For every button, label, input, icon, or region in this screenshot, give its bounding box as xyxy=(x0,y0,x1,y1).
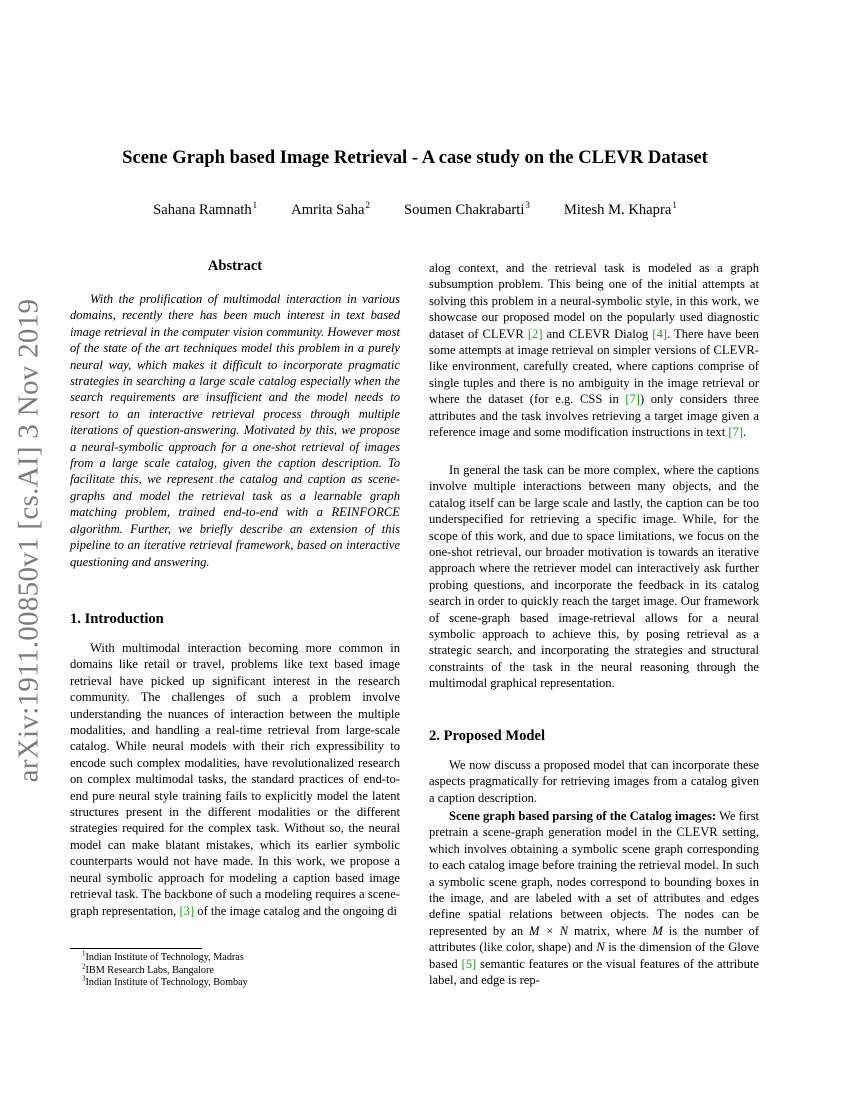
intro-text: alog context, and the retrieval task is modeled as a graph subsumption problem. This being one of the initial attempts at solving this problem in a neural-symbolic style, in this work, we showcase our proposed model on the popularly used diagnostic dataset of CLEVR xyxy=(429,261,759,341)
author xyxy=(404,202,530,219)
body-text: matrix, where xyxy=(568,923,653,938)
footnote-mark: 3 xyxy=(82,974,86,983)
body-text: is the number of attributes (like color, shape) and xyxy=(429,923,760,955)
footnote-text: IBM Research Labs, Bangalore xyxy=(85,964,214,976)
footnote xyxy=(70,974,400,990)
arxiv-identifier: arXiv:1911.00850v1 [cs.AI] 3 Nov 2019 xyxy=(12,298,45,782)
math-expression: M xyxy=(652,923,663,938)
author-name: Amrita Saha xyxy=(291,202,365,218)
proposed-model-paragraph-1: We now discuss a proposed model that can incorporate these aspects pragmatically for retrieving images from a catalog given a caption description. xyxy=(429,758,759,805)
body-text: is the dimension of the Glove based xyxy=(429,940,759,971)
footnote-text: Indian Institute of Technology, Madras xyxy=(85,952,244,963)
math-expression: N xyxy=(596,940,605,955)
intro-text: With multimodal interaction becoming more common in domains like retail or travel, problems like text based image retrieval have picked up significant interest in the research community. The challenges of such a problem involve understanding the nuances of interaction between the multiple modalities, and handling a real-time retrieval from large-scale catalog. While neural models with their rich expressibility to encode such complex modalities, have revolutionalized research on complex multimodal tasks, the standard practices of end-to-end pure neural style training fails to explicitly model the latent structures present in the different modalities or the different strategies required for the complex task. Without so, the neural model can make blatant mistakes, which its earlier symbolic counterparts would not have made. In this work, we propose a neural symbolic approach for modeling a caption based image retrieval task. The backbone of such a modeling requires a scene-graph representation, xyxy=(70,641,400,918)
author xyxy=(153,202,257,219)
proposed-model-heading: 2. Proposed Model xyxy=(429,728,546,744)
footnote-mark: 1 xyxy=(82,949,86,958)
intro-paragraph-2: In general the task can be more complex, where the captions involve multiple interactions between many objects, and the catalog itself can be large scale and lastly, the caption can be too underspecified for retrieving a specific image. While, for the scope of this work, and due to space limitations, we focus on the one-shot retrieval, our broader motivation is towards an iterative approach where the retriever model can interactively ask further probing questions, and incorporate the feedback in its catalog search in order to quickly reach the target image. Our framework of scene-graph based image-retrieval allows for a neural symbolic approach to achieve this, by posing retrieval as a strategic search, and incorporating the strategies and structural constraints of the task in the neural reasoning through the multimodal graphical representation. xyxy=(429,463,759,691)
intro-text: . There have been some attempts at image retrieval on simpler versions of CLEVR-like environment, carefully created, where captions comprise of single tuples and there is no ambiguity in the image retrieval or where the dataset (for e.g. CSS in xyxy=(429,326,759,407)
author-affiliation-mark: 1 xyxy=(252,200,258,211)
footnotes xyxy=(70,949,400,990)
body-text: semantic features or the visual features of the attribute label, and edge is rep- xyxy=(429,956,759,988)
abstract-text: With the prolification of multimodal interaction in various domains, recently there has been much interest in text based image retrieval in the computer vision community. However most of the state of the art techniques model this problem in a purely neural way, which makes it difficult to incorporate pragmatic strategies in searching a large scale catalog especially when the search requirements are insufficient and the model needs to resort to an interactive retrieval process through multiple iterations of question-answering. Motivated by this, we propose a neural-symbolic approach for a one-shot retrieval of images from a large scale catalog, given the caption description. To facilitate this, we represent the catalog and caption as scene-graphs and model the retrieval task as a learnable graph matching problem, trained end-to-end with a REINFORCE algorithm. Further, we briefly describe an extension of this pipeline to an iterative retrieval framework, based on interactive questioning and answering. xyxy=(70,292,400,569)
author-name: Soumen Chakrabarti xyxy=(404,202,525,218)
math-expression: M × N xyxy=(529,923,569,938)
citation-link[interactable]: [2] xyxy=(527,326,543,341)
citation-link[interactable]: [7] xyxy=(728,425,744,440)
author-list xyxy=(70,202,760,219)
author-affiliation-mark: 1 xyxy=(672,200,677,211)
intro-paragraph-1-continued xyxy=(429,260,759,440)
abstract-heading: Abstract xyxy=(207,258,263,274)
intro-text: and CLEVR Dialog xyxy=(542,326,653,341)
author-affiliation-mark: 3 xyxy=(525,200,530,211)
footnote xyxy=(70,962,400,978)
author xyxy=(564,202,677,219)
author-name: Mitesh M. Khapra xyxy=(563,202,672,218)
body-text: We first pretrain a scene-graph generation model in the CLEVR setting, which involves obtaining a symbolic scene graph corresponding to each catalog image before training the retrieval model. In such a symbolic scene graph, nodes correspond to bounding boxes in the image, and are labeled with a set of attributes and edges define spatial relations between objects. The nodes can be represented by an xyxy=(429,809,760,938)
citation-link[interactable]: [5] xyxy=(461,956,477,971)
intro-text: of the image catalog and the ongoing di xyxy=(194,903,397,918)
paper-title: Scene Graph based Image Retrieval - A case study on the CLEVR Dataset xyxy=(122,147,708,168)
proposed-model-paragraph-2 xyxy=(429,808,759,988)
footnote xyxy=(70,949,400,965)
intro-text: . xyxy=(743,425,747,440)
author xyxy=(291,202,370,219)
citation-link[interactable]: [4] xyxy=(652,326,668,341)
footnote-mark: 2 xyxy=(82,962,86,971)
citation-link[interactable]: [7] xyxy=(625,392,640,407)
footnote-rule xyxy=(70,948,202,949)
intro-text: ) only considers three attributes and the task involves retrieving a target image given a reference image and some modification instructions in text xyxy=(429,392,760,440)
footnote-text: Indian Institute of Technology, Bombay xyxy=(85,977,248,989)
arxiv-side-stamp xyxy=(4,300,54,780)
author-name: Sahana Ramnath xyxy=(153,202,252,218)
introduction-heading: 1. Introduction xyxy=(70,611,164,627)
intro-paragraph-1 xyxy=(70,640,400,919)
runin-heading: Scene graph based parsing of the Catalog images: xyxy=(449,809,717,823)
citation-link[interactable]: [3] xyxy=(179,903,195,918)
author-affiliation-mark: 2 xyxy=(365,200,371,211)
